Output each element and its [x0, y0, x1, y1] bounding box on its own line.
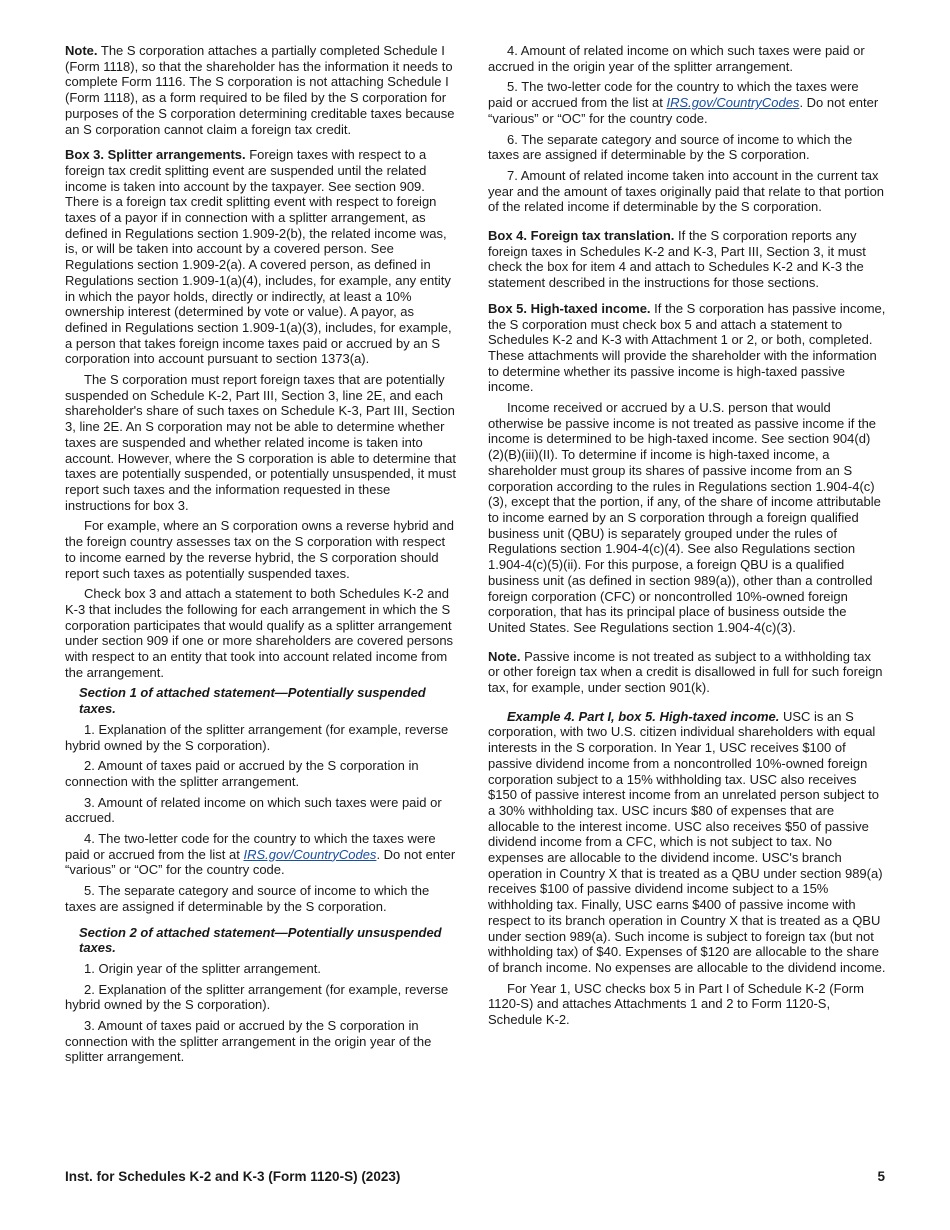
list-item: 3. Amount of taxes paid or accrued by the S corporation in connection with the splitter arrangement in the origin year of the splitter arrangement.	[65, 1018, 432, 1065]
page-footer	[65, 1169, 885, 1185]
section2-heading: Section 2 of attached statement—Potentially unsuspended taxes.	[79, 924, 442, 956]
body-paragraph: For example, where an S corporation owns a reverse hybrid and the foreign country assesses tax on the S corporation with respect to income earned by the reverse hybrid, the S corporation should report such taxes as potentially suspended taxes.	[65, 518, 454, 581]
right-column	[488, 43, 886, 1033]
body-paragraph: Income received or accrued by a U.S. person that would otherwise be passive income is not treated as passive income if the income is determined to be high-taxed income. See section 904(d)(2)(B)(iii)(II). To determine if income is high-taxed income, a shareholder must group its shares of passive income from an S corporation according to the rules in Regulations section 1.904-4(c)(3), except that the portion, if any, of the share of income attributable to income earned by an S corporation through a foreign qualified business unit (QBU) is separately grouped under the rules of Regulations section 1.904-4(c)(4). See also Regulations section 1.904-4(c)(5)(ii). For this purpose, a foreign QBU is a qualified business unit (as defined in section 989(a)), other than a controlled foreign corporation (CFC) or noncontrolled 10%-owned foreign corporation, that has its principal place of business outside the United States. See Regulations section 1.904-4(c)(3).	[488, 400, 881, 635]
page-number: 5	[877, 1169, 885, 1184]
body-paragraph: For Year 1, USC checks box 5 in Part I of Schedule K-2 (Form 1120-S) and attaches Attachments 1 and 2 to Form 1120-S, Schedule K-2.	[488, 980, 864, 1028]
body-paragraph: Check box 3 and attach a statement to both Schedules K-2 and K-3 that includes the following for each arrangement in which the S corporation participates that would qualify as a splitter arrangement under section 909 if one or more shareholders are covered persons with respect to an entity that took into account related income from the arrangement.	[65, 586, 454, 680]
note-paragraph: Note. The S corporation attaches a partially completed Schedule I (Form 1118), so that the shareholder has the information it needs to complete Form 1116. The S corporation is not attaching Schedule I (Form 1118), as a form required to be filed by the S corporation for purposes of the S corporation determining creditable taxes because an S corporation cannot claim a foreign tax credit.	[65, 43, 455, 137]
footer-title: Inst. for Schedules K-2 and K-3 (Form 1120-S) (2023)	[65, 1169, 401, 1184]
list-item: 6. The separate category and source of income to which the taxes are assigned if determinable by the S corporation.	[488, 131, 853, 163]
box3-paragraph: Box 3. Splitter arrangements. Foreign taxes with respect to a foreign tax credit splitting event are suspended until the related income is taken into account by the taxpayer. See section 909. There is a foreign tax credit splitting event with respect to foreign taxes of a payor if in connection with a splitter arrangement, as defined in Regulations section 1.909-2(b), the related income was, is, or will be taken into account by a covered person. See Regulations section 1.909-2(a). A covered person, as defined in Regulations section 1.909-1(a)(4), includes, for example, any entity in which the payor holds, directly or indirectly, at least a 10% ownership interest (determined by vote or value). A payor, as defined in Regulations section 1.909-1(a)(3), includes, for example, a person that takes foreign income taxes paid or accrued by an S corporation into account pursuant to section 1373(a).	[65, 147, 452, 367]
list-item: 1. Explanation of the splitter arrangement (for example, reverse hybrid owned by the S corporation).	[65, 721, 449, 753]
list-item: 7. Amount of related income taken into account in the current tax year and the amount of taxes originally paid that relate to that portion of the related income if determinable by the S corporation.	[488, 167, 885, 215]
box5-paragraph: Box 5. High-taxed income. If the S corporation has passive income, the S corporation must check box 5 and attach a statement to Schedules K-2 and K-3 with Attachment 1 or 2, or both, completed. These attachments will provide the shareholder with the information to determine whether its passive income is high-taxed passive income.	[488, 300, 886, 395]
list-item: 2. Amount of taxes paid or accrued by the S corporation in connection with the splitter arrangement.	[65, 758, 419, 789]
list-item: 5. The separate category and source of income to which the taxes are assigned if determinable by the S corporation.	[65, 883, 430, 914]
country-codes-link[interactable]: IRS.gov/CountryCodes	[243, 846, 377, 862]
list-item: 3. Amount of related income on which such taxes were paid or accrued.	[65, 794, 442, 826]
note-paragraph: Note. Passive income is not treated as subject to a withholding tax or other foreign tax when a credit is disallowed in full for such foreign tax, for example, under section 901(k).	[488, 648, 883, 696]
list-item: 5. The two-letter code for the country to which the taxes were paid or accrued from the list at IRS.gov/CountryCodes. Do not enter “various” or “OC” for the country code.	[488, 79, 879, 126]
list-item: 4. Amount of related income on which such taxes were paid or accrued in the origin year of the splitter arrangement.	[488, 43, 865, 74]
list-item: 2. Explanation of the splitter arrangement (for example, reverse hybrid owned by the S corporation).	[65, 981, 449, 1013]
section1-heading: Section 1 of attached statement—Potentially suspended taxes.	[79, 685, 426, 717]
list-item: 4. The two-letter code for the country to which the taxes were paid or accrued from the list at IRS.gov/CountryCodes. Do not enter “various” or “OC” for the country code.	[65, 831, 456, 878]
body-paragraph: The S corporation must report foreign taxes that are potentially suspended on Schedule K-2, Part III, Section 3, line 2E, and each shareholder's share of such taxes on Schedule K-3, Part III, Section 3, line 2E. An S corporation may not be able to determine whether taxes are suspended and whether related income is taken into account. However, where the S corporation is able to determine that taxes are potentially suspended, or potentially unsuspended, it must report such taxes and the information requested in these instructions for box 3.	[65, 372, 456, 513]
country-codes-link[interactable]: IRS.gov/CountryCodes	[666, 95, 800, 111]
example-paragraph: Example 4. Part I, box 5. High-taxed income. USC is an S corporation, with two U.S. citizen individual shareholders with equal interests in the S corporation. In Year 1, USC receives $100 of passive dividend income from a noncontrolled 10%-owned foreign corporation subject to a 15% withholding tax. USC also receives $150 of passive interest income from an unrelated person subject to a 30% withholding tax. USC incurs $80 of expenses that are allocable to the interest income. USC also receives $50 of passive dividend income from a CFC, which is not subject to tax. No expenses are allocable to the dividend income. USC's branch operation in Country X that is treated as a QBU under section 989(a) receives $100 of passive dividend income subject to a 15% withholding tax. Finally, USC earns $400 of passive income with respect to its branch operation in Country X that is treated as a QBU under section 989(a). Such income is subject to foreign tax (but not withholding tax) of $40. Expenses of $120 are allocable to the share of branch income. No expenses are allocable to the dividend income.	[488, 708, 886, 975]
list-item: 1. Origin year of the splitter arrangement.	[84, 960, 322, 976]
box4-paragraph: Box 4. Foreign tax translation. If the S corporation reports any foreign taxes in Schedules K-2 and K-3, Part III, Section 3, it must check the box for item 4 and attach to Schedules K-2 and K-3 the statement described in the instructions for those sections.	[488, 228, 866, 291]
left-column	[65, 43, 459, 1070]
